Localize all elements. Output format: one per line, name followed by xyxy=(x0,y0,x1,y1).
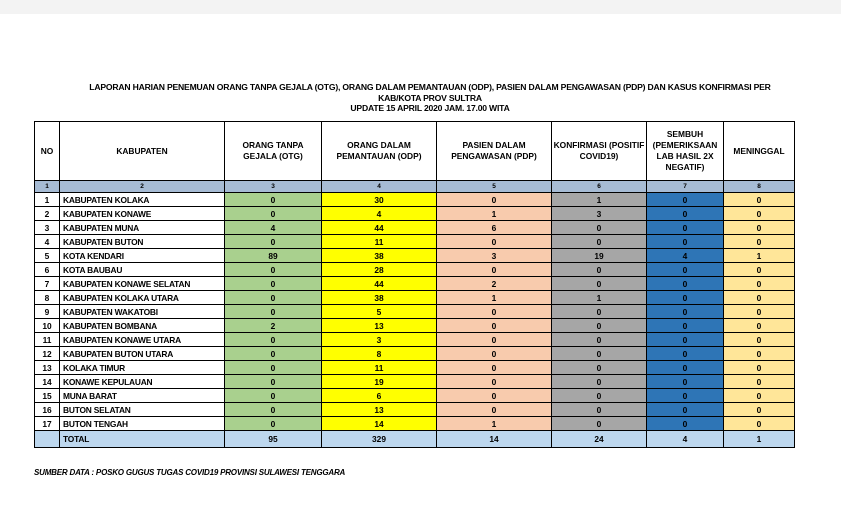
table-row xyxy=(35,249,795,263)
row-sembuh: 4 xyxy=(647,249,724,263)
row-no: 15 xyxy=(35,389,60,403)
row-kabupaten: KOTA KENDARI xyxy=(60,249,225,263)
row-konfirmasi: 0 xyxy=(552,375,647,389)
row-otg: 0 xyxy=(225,207,322,221)
row-otg: 0 xyxy=(225,291,322,305)
row-pdp: 0 xyxy=(437,319,552,333)
total-row xyxy=(35,431,795,448)
row-no: 13 xyxy=(35,361,60,375)
table-row xyxy=(35,221,795,235)
covid-report-table xyxy=(34,121,795,448)
row-meninggal: 0 xyxy=(724,361,795,375)
header-odp: ORANG DALAM PEMANTAUAN (ODP) xyxy=(322,122,437,181)
row-kabupaten: KABUPATEN KONAWE xyxy=(60,207,225,221)
row-no: 6 xyxy=(35,263,60,277)
table-row xyxy=(35,263,795,277)
row-sembuh: 0 xyxy=(647,235,724,249)
table-row xyxy=(35,333,795,347)
column-number: 5 xyxy=(437,181,552,193)
header-pdp: PASIEN DALAM PENGAWASAN (PDP) xyxy=(437,122,552,181)
table-row xyxy=(35,361,795,375)
row-sembuh: 0 xyxy=(647,417,724,431)
row-konfirmasi: 3 xyxy=(552,207,647,221)
row-no: 7 xyxy=(35,277,60,291)
row-kabupaten: KABUPATEN KONAWE SELATAN xyxy=(60,277,225,291)
row-no: 11 xyxy=(35,333,60,347)
row-kabupaten: KABUPATEN MUNA xyxy=(60,221,225,235)
row-pdp: 1 xyxy=(437,291,552,305)
row-otg: 0 xyxy=(225,193,322,207)
title-line-1: LAPORAN HARIAN PENEMUAN ORANG TANPA GEJALA (OTG), ORANG DALAM PEMANTAUAN (ODP), PASIEN DALAM PENGAWASAN (PDP) DAN KASUS KONFIRMASI PER xyxy=(89,82,771,92)
row-meninggal: 0 xyxy=(724,277,795,291)
row-pdp: 0 xyxy=(437,403,552,417)
total-pdp: 14 xyxy=(437,431,552,448)
row-no: 17 xyxy=(35,417,60,431)
row-otg: 0 xyxy=(225,347,322,361)
row-sembuh: 0 xyxy=(647,305,724,319)
row-kabupaten: KABUPATEN KONAWE UTARA xyxy=(60,333,225,347)
row-odp: 14 xyxy=(322,417,437,431)
table-row xyxy=(35,207,795,221)
row-odp: 19 xyxy=(322,375,437,389)
row-pdp: 0 xyxy=(437,361,552,375)
row-konfirmasi: 1 xyxy=(552,291,647,305)
row-odp: 13 xyxy=(322,403,437,417)
row-no: 5 xyxy=(35,249,60,263)
row-konfirmasi: 0 xyxy=(552,305,647,319)
row-konfirmasi: 0 xyxy=(552,333,647,347)
row-konfirmasi: 0 xyxy=(552,389,647,403)
total-otg: 95 xyxy=(225,431,322,448)
total-label: TOTAL xyxy=(60,431,225,448)
header-meninggal: MENINGGAL xyxy=(724,122,795,181)
column-number: 3 xyxy=(225,181,322,193)
row-pdp: 0 xyxy=(437,305,552,319)
row-kabupaten: KONAWE KEPULAUAN xyxy=(60,375,225,389)
table-row xyxy=(35,305,795,319)
row-pdp: 0 xyxy=(437,193,552,207)
row-pdp: 0 xyxy=(437,389,552,403)
table-row xyxy=(35,291,795,305)
row-no: 3 xyxy=(35,221,60,235)
row-no: 14 xyxy=(35,375,60,389)
total-odp: 329 xyxy=(322,431,437,448)
row-sembuh: 0 xyxy=(647,375,724,389)
row-sembuh: 0 xyxy=(647,207,724,221)
row-no: 10 xyxy=(35,319,60,333)
column-number: 8 xyxy=(724,181,795,193)
row-sembuh: 0 xyxy=(647,333,724,347)
table-row xyxy=(35,193,795,207)
row-meninggal: 0 xyxy=(724,347,795,361)
row-meninggal: 0 xyxy=(724,235,795,249)
row-pdp: 6 xyxy=(437,221,552,235)
row-meninggal: 0 xyxy=(724,207,795,221)
column-number-row xyxy=(35,181,795,193)
row-meninggal: 0 xyxy=(724,193,795,207)
row-meninggal: 0 xyxy=(724,263,795,277)
table-row xyxy=(35,389,795,403)
row-kabupaten: KABUPATEN WAKATOBI xyxy=(60,305,225,319)
row-otg: 0 xyxy=(225,389,322,403)
table-row xyxy=(35,235,795,249)
table-row xyxy=(35,347,795,361)
row-odp: 38 xyxy=(322,291,437,305)
column-number: 2 xyxy=(60,181,225,193)
row-konfirmasi: 0 xyxy=(552,263,647,277)
row-konfirmasi: 0 xyxy=(552,403,647,417)
row-no: 8 xyxy=(35,291,60,305)
row-odp: 11 xyxy=(322,235,437,249)
header-konfirmasi: KONFIRMASI (POSITIF COVID19) xyxy=(552,122,647,181)
row-odp: 11 xyxy=(322,361,437,375)
row-konfirmasi: 1 xyxy=(552,193,647,207)
row-kabupaten: KABUPATEN KOLAKA UTARA xyxy=(60,291,225,305)
column-number: 1 xyxy=(35,181,60,193)
title-line-2: KAB/KOTA PROV SULTRA xyxy=(378,92,482,103)
row-sembuh: 0 xyxy=(647,277,724,291)
row-no: 2 xyxy=(35,207,60,221)
row-odp: 5 xyxy=(322,305,437,319)
header-otg: ORANG TANPA GEJALA (OTG) xyxy=(225,122,322,181)
row-odp: 44 xyxy=(322,277,437,291)
header-row xyxy=(35,122,795,181)
row-otg: 0 xyxy=(225,263,322,277)
row-meninggal: 0 xyxy=(724,291,795,305)
table-row xyxy=(35,375,795,389)
row-sembuh: 0 xyxy=(647,403,724,417)
table-row xyxy=(35,417,795,431)
header-kabupaten: KABUPATEN xyxy=(60,122,225,181)
table-row xyxy=(35,403,795,417)
row-sembuh: 0 xyxy=(647,389,724,403)
row-konfirmasi: 0 xyxy=(552,319,647,333)
row-otg: 0 xyxy=(225,375,322,389)
row-otg: 0 xyxy=(225,417,322,431)
row-kabupaten: BUTON TENGAH xyxy=(60,417,225,431)
row-sembuh: 0 xyxy=(647,193,724,207)
row-pdp: 0 xyxy=(437,333,552,347)
row-kabupaten: KABUPATEN BUTON xyxy=(60,235,225,249)
row-sembuh: 0 xyxy=(647,347,724,361)
row-meninggal: 0 xyxy=(724,305,795,319)
row-no: 4 xyxy=(35,235,60,249)
row-meninggal: 0 xyxy=(724,375,795,389)
row-konfirmasi: 0 xyxy=(552,347,647,361)
table-row xyxy=(35,319,795,333)
row-otg: 4 xyxy=(225,221,322,235)
report-title xyxy=(60,82,800,114)
total-no xyxy=(35,431,60,448)
row-odp: 38 xyxy=(322,249,437,263)
row-otg: 0 xyxy=(225,333,322,347)
data-source-note: SUMBER DATA : POSKO GUGUS TUGAS COVID19 PROVINSI SULAWESI TENGGARA xyxy=(34,468,346,477)
row-meninggal: 0 xyxy=(724,333,795,347)
row-pdp: 1 xyxy=(437,417,552,431)
row-sembuh: 0 xyxy=(647,291,724,305)
row-sembuh: 0 xyxy=(647,361,724,375)
row-konfirmasi: 0 xyxy=(552,361,647,375)
total-sembuh: 4 xyxy=(647,431,724,448)
row-pdp: 3 xyxy=(437,249,552,263)
row-kabupaten: KABUPATEN BUTON UTARA xyxy=(60,347,225,361)
row-otg: 0 xyxy=(225,361,322,375)
row-kabupaten: MUNA BARAT xyxy=(60,389,225,403)
row-konfirmasi: 0 xyxy=(552,277,647,291)
row-kabupaten: KABUPATEN BOMBANA xyxy=(60,319,225,333)
row-otg: 0 xyxy=(225,403,322,417)
title-line-3: UPDATE 15 APRIL 2020 JAM. 17.00 WITA xyxy=(350,103,510,113)
header-no: NO xyxy=(35,122,60,181)
row-odp: 3 xyxy=(322,333,437,347)
row-kabupaten: KABUPATEN KOLAKA xyxy=(60,193,225,207)
row-sembuh: 0 xyxy=(647,263,724,277)
row-meninggal: 0 xyxy=(724,389,795,403)
row-no: 9 xyxy=(35,305,60,319)
total-meninggal: 1 xyxy=(724,431,795,448)
row-odp: 6 xyxy=(322,389,437,403)
row-meninggal: 0 xyxy=(724,221,795,235)
row-meninggal: 0 xyxy=(724,417,795,431)
row-pdp: 0 xyxy=(437,347,552,361)
row-no: 1 xyxy=(35,193,60,207)
row-otg: 2 xyxy=(225,319,322,333)
row-kabupaten: KOLAKA TIMUR xyxy=(60,361,225,375)
row-konfirmasi: 0 xyxy=(552,221,647,235)
row-odp: 4 xyxy=(322,207,437,221)
row-meninggal: 0 xyxy=(724,403,795,417)
row-odp: 44 xyxy=(322,221,437,235)
row-otg: 0 xyxy=(225,277,322,291)
row-konfirmasi: 0 xyxy=(552,235,647,249)
row-pdp: 0 xyxy=(437,263,552,277)
row-konfirmasi: 0 xyxy=(552,417,647,431)
row-meninggal: 1 xyxy=(724,249,795,263)
table-row xyxy=(35,277,795,291)
row-sembuh: 0 xyxy=(647,319,724,333)
row-pdp: 0 xyxy=(437,235,552,249)
column-number: 4 xyxy=(322,181,437,193)
row-kabupaten: KOTA BAUBAU xyxy=(60,263,225,277)
row-no: 12 xyxy=(35,347,60,361)
header-sembuh: SEMBUH (PEMERIKSAAN LAB HASIL 2X NEGATIF) xyxy=(647,122,724,181)
row-otg: 89 xyxy=(225,249,322,263)
total-konfirmasi: 24 xyxy=(552,431,647,448)
row-sembuh: 0 xyxy=(647,221,724,235)
row-odp: 8 xyxy=(322,347,437,361)
row-odp: 13 xyxy=(322,319,437,333)
row-meninggal: 0 xyxy=(724,319,795,333)
row-pdp: 2 xyxy=(437,277,552,291)
row-pdp: 0 xyxy=(437,375,552,389)
row-otg: 0 xyxy=(225,235,322,249)
row-otg: 0 xyxy=(225,305,322,319)
row-odp: 28 xyxy=(322,263,437,277)
row-odp: 30 xyxy=(322,193,437,207)
row-kabupaten: BUTON SELATAN xyxy=(60,403,225,417)
column-number: 7 xyxy=(647,181,724,193)
row-konfirmasi: 19 xyxy=(552,249,647,263)
top-bar xyxy=(0,0,841,14)
row-no: 16 xyxy=(35,403,60,417)
column-number: 6 xyxy=(552,181,647,193)
row-pdp: 1 xyxy=(437,207,552,221)
